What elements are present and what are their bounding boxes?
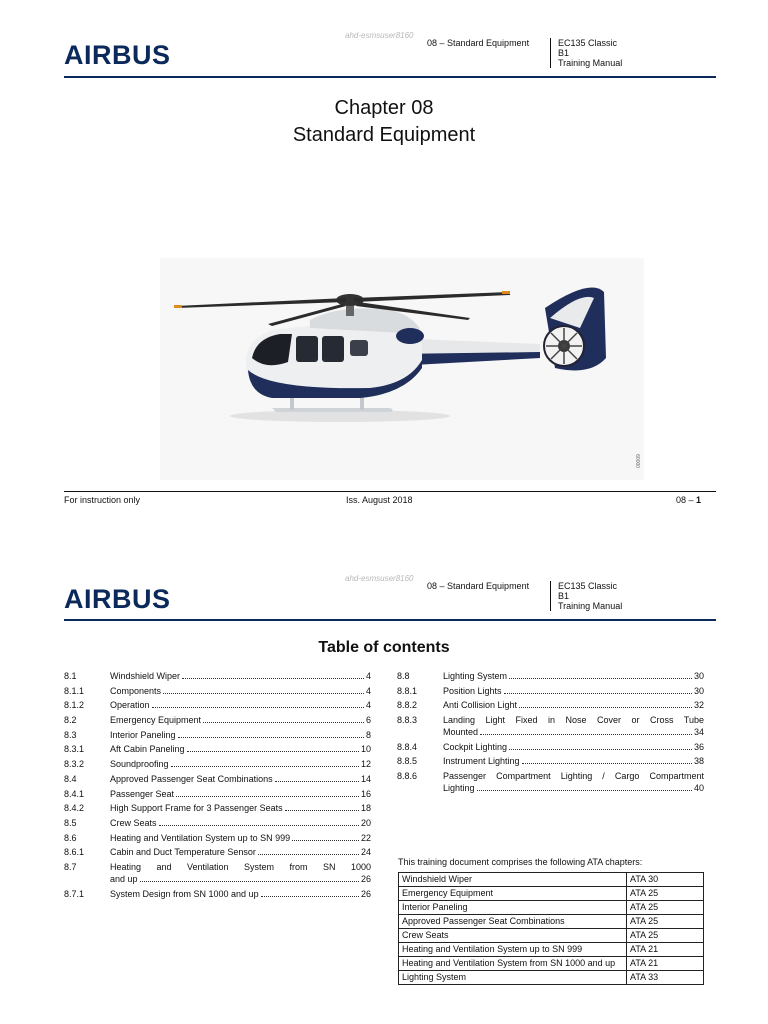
header-divider: [550, 38, 551, 68]
toc-entry-label: Approved Passenger Seat Combinations: [110, 773, 273, 784]
toc-entry-number: 8.1.1: [64, 685, 85, 696]
ata-code: ATA 30: [627, 873, 704, 887]
footer-issue: Iss. August 2018: [346, 495, 413, 505]
toc-entry-number: 8.7: [64, 861, 77, 872]
toc-entry-label: System Design from SN 1000 and up: [110, 888, 259, 899]
ata-code: ATA 25: [627, 901, 704, 915]
toc-entry-number: 8.8.3: [397, 715, 418, 726]
toc-entry-label: Heating and Ventilation System up to SN 999: [110, 832, 291, 843]
ata-row: [399, 887, 704, 901]
toc-entry[interactable]: [397, 685, 704, 697]
toc-entry-label: Position Lights: [443, 685, 502, 696]
toc-entry-page: 24: [360, 847, 371, 858]
header-rule: [64, 619, 716, 621]
toc-leader-dots: [292, 840, 359, 841]
toc-entry-label: Components: [110, 685, 162, 696]
header-manual: Training Manual: [558, 58, 623, 68]
toc-entry-number: 8.1: [64, 671, 77, 681]
toc-leader-dots: [140, 881, 359, 882]
ata-code: ATA 25: [627, 929, 704, 943]
toc-entry-label: Lighting: [443, 783, 475, 794]
toc-leader-dots: [519, 707, 692, 708]
toc-entry-number: 8.8.4: [397, 741, 418, 752]
toc-entry-page: 20: [360, 817, 371, 828]
toc-entry-number: 8.4.1: [64, 788, 85, 799]
toc-entry-label: Operation: [110, 700, 150, 711]
toc-entry-page: 16: [360, 788, 371, 799]
ata-topic: Heating and Ventilation System up to SN 999: [399, 943, 627, 957]
toc-entry[interactable]: [64, 685, 371, 697]
toc-entry-page: 4: [365, 671, 371, 681]
toc-entry[interactable]: [64, 888, 371, 900]
toc-leader-dots: [504, 693, 692, 694]
toc-entry-number: 8.4: [64, 773, 77, 784]
image-code: 00009: [636, 454, 642, 468]
toc-entry-label: Emergency Equipment: [110, 715, 202, 726]
toc-entry[interactable]: [64, 861, 371, 885]
chapter-title: Standard Equipment: [292, 124, 476, 146]
toc-leader-dots: [480, 734, 692, 735]
toc-leader-dots: [178, 737, 364, 738]
header-manual-info: [558, 38, 622, 68]
toc-leader-dots: [176, 796, 359, 797]
helicopter-illustration: [160, 258, 644, 480]
toc-entry-label: Landing Light Fixed in Nose Cover or Cross Tube: [443, 715, 704, 726]
toc-entry-number: 8.1.2: [64, 700, 85, 711]
toc-entry[interactable]: [397, 755, 704, 767]
ata-code: ATA 25: [627, 915, 704, 929]
toc-entry-number: 8.5: [64, 817, 77, 828]
header-section: 08 – Standard Equipment: [427, 38, 530, 48]
ata-intro: This training document comprises the following ATA chapters:: [398, 857, 643, 867]
toc-leader-dots: [163, 693, 364, 694]
header-model: EC135 Classic: [558, 581, 618, 591]
ata-topic: Emergency Equipment: [399, 887, 627, 901]
toc-leader-dots: [152, 707, 364, 708]
ata-row: [399, 929, 704, 943]
toc-leader-dots: [509, 749, 692, 750]
toc-entry[interactable]: [64, 670, 371, 682]
toc-entry-number: 8.3.1: [64, 744, 85, 755]
toc-entry[interactable]: [64, 729, 371, 741]
toc-entry[interactable]: [64, 773, 371, 785]
ata-topic: Heating and Ventilation System from SN 1000 and up: [399, 957, 627, 971]
ata-topic: Approved Passenger Seat Combinations: [399, 915, 627, 929]
footer-rule: [64, 491, 716, 492]
header-model: EC135 Classic: [558, 38, 618, 48]
toc-right-column: [397, 670, 704, 797]
toc-entry-page: 26: [360, 873, 371, 884]
header-divider: [550, 581, 551, 611]
toc-entry[interactable]: [64, 714, 371, 726]
toc-entry-label: Aft Cabin Paneling: [110, 744, 185, 755]
toc-entry-page: 10: [360, 744, 371, 755]
toc-entry-page: 32: [693, 700, 704, 711]
toc-entry-page: 22: [360, 832, 371, 843]
watermark: ahd-esmsuser8160: [345, 574, 414, 583]
toc-entry-page: 30: [693, 671, 704, 681]
toc-entry-page: 30: [693, 685, 704, 696]
toc-entry[interactable]: [64, 802, 371, 814]
toc-entry[interactable]: [397, 770, 704, 794]
toc-leader-dots: [261, 896, 359, 897]
toc-entry-page: 12: [360, 759, 371, 770]
ata-row: [399, 971, 704, 985]
toc-entry-label: Crew Seats: [110, 817, 157, 828]
toc-entry-number: 8.2: [64, 715, 77, 726]
toc-leader-dots: [258, 854, 359, 855]
ata-code: ATA 33: [627, 971, 704, 985]
toc-entry-label: Heating and Ventilation System from SN 1000: [110, 861, 371, 872]
toc-entry-number: 8.8: [397, 671, 410, 681]
ata-topic: Windshield Wiper: [399, 873, 627, 887]
toc-leader-dots: [509, 678, 692, 679]
toc-entry[interactable]: [64, 832, 371, 844]
toc-leader-dots: [477, 790, 692, 791]
footer-left: For instruction only: [64, 495, 141, 505]
toc-entry-number: 8.4.2: [64, 803, 85, 814]
toc-entry-label: Passenger Seat: [110, 788, 175, 799]
toc-entry[interactable]: [397, 741, 704, 753]
toc-left-column: [64, 670, 371, 902]
ata-code: ATA 21: [627, 943, 704, 957]
toc-entry-number: 8.8.6: [397, 771, 418, 782]
ata-row: [399, 901, 704, 915]
toc-entry-number: 8.7.1: [64, 888, 85, 899]
toc-entry-page: 36: [693, 741, 704, 752]
toc-entry-page: 40: [693, 783, 704, 794]
toc-entry-number: 8.8.2: [397, 700, 418, 711]
toc-entry-page: 8: [365, 729, 371, 740]
toc-entry-label: Cabin and Duct Temperature Sensor: [110, 847, 256, 858]
header-manual: Training Manual: [558, 601, 623, 611]
toc-entry-number: 8.3: [64, 729, 77, 740]
toc-entry[interactable]: [64, 758, 371, 770]
toc-leader-dots: [187, 751, 359, 752]
toc-leader-dots: [275, 781, 359, 782]
chapter-number: Chapter 08: [334, 97, 434, 119]
ata-topic: Interior Paneling: [399, 901, 627, 915]
airbus-logo: AIRBUS: [64, 584, 171, 614]
toc-entry[interactable]: [64, 699, 371, 711]
toc-leader-dots: [522, 763, 692, 764]
chapter-heading: [0, 95, 768, 149]
toc-entry-label: Anti Collision Light: [443, 700, 518, 711]
toc-entry[interactable]: [397, 714, 704, 738]
footer-page-prefix: 08 –: [676, 495, 697, 505]
toc-entry[interactable]: [64, 788, 371, 800]
toc-entry-number: 8.3.2: [64, 759, 85, 770]
footer-page: [676, 495, 701, 505]
watermark: ahd-esmsuser8160: [345, 31, 414, 40]
toc-entry-page: 14: [360, 773, 371, 784]
toc-entry-page: 4: [365, 700, 371, 711]
header-rule: [64, 76, 716, 78]
toc-entry-number: 8.8.5: [397, 756, 418, 767]
ata-topic: Lighting System: [399, 971, 627, 985]
toc-title: Table of contents: [318, 639, 450, 656]
toc-leader-dots: [203, 722, 364, 723]
toc-entry-page: 6: [365, 715, 371, 726]
toc-entry-number: 8.6.1: [64, 847, 85, 858]
ata-row: [399, 957, 704, 971]
ata-row: [399, 915, 704, 929]
header-manual-info: [558, 581, 622, 611]
toc-entry[interactable]: [397, 670, 704, 682]
footer-page-number: 1: [696, 495, 702, 505]
toc-entry-page: 4: [365, 685, 371, 696]
ata-code: ATA 25: [627, 887, 704, 901]
ata-table: [398, 872, 704, 985]
toc-entry-label: Lighting System: [443, 671, 508, 681]
toc-entry-label: Passenger Compartment Lighting / Cargo Compartment: [443, 771, 704, 782]
toc-entry[interactable]: [397, 699, 704, 711]
toc-entry-page: 26: [360, 888, 371, 899]
toc-entry-number: 8.6: [64, 832, 77, 843]
toc-entry[interactable]: [64, 743, 371, 755]
toc-entry[interactable]: [64, 817, 371, 829]
toc-leader-dots: [171, 766, 359, 767]
header-level: B1: [558, 48, 570, 58]
header-level: B1: [558, 591, 570, 601]
toc-leader-dots: [285, 810, 359, 811]
ata-row: [399, 873, 704, 887]
toc-entry[interactable]: [64, 846, 371, 858]
header-section: 08 – Standard Equipment: [427, 581, 530, 591]
toc-leader-dots: [159, 825, 359, 826]
toc-entry-label: Soundproofing: [110, 759, 169, 770]
toc-entry-label: High Support Frame for 3 Passenger Seats: [110, 803, 283, 814]
toc-entry-page: 18: [360, 803, 371, 814]
ata-row: [399, 943, 704, 957]
toc-leader-dots: [182, 678, 364, 679]
toc-entry-number: 8.8.1: [397, 685, 418, 696]
ata-topic: Crew Seats: [399, 929, 627, 943]
helicopter-image: [160, 258, 644, 480]
airbus-logo: AIRBUS: [64, 40, 171, 70]
toc-entry-label: Mounted: [443, 727, 479, 738]
toc-entry-label: Interior Paneling: [110, 729, 176, 740]
toc-entry-label: Cockpit Lighting: [443, 741, 508, 752]
toc-entry-page: 38: [693, 756, 704, 767]
toc-entry-page: 34: [693, 727, 704, 738]
toc-entry-label: and up: [110, 873, 138, 884]
ata-code: ATA 21: [627, 957, 704, 971]
toc-entry-label: Windshield Wiper: [110, 671, 181, 681]
toc-entry-label: Instrument Lighting: [443, 756, 520, 767]
